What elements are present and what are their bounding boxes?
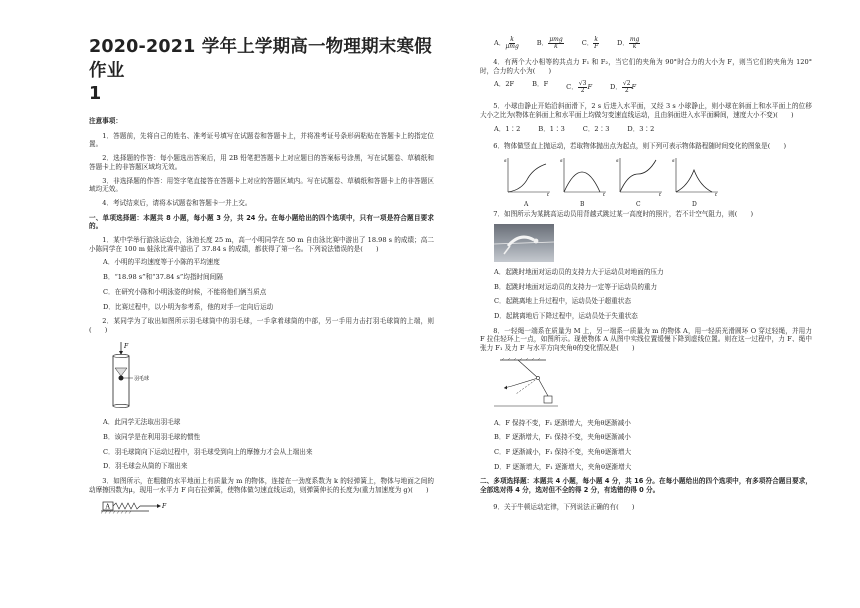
answer-option: A．起跳时地面对运动员的支持力大于运动员对地面的压力 [494,267,664,276]
svg-text:s: s [560,158,563,165]
shuttlecock-label: 羽毛球 [134,375,150,382]
answer-option: C．$\frac{√3}{2}F$ [566,80,593,95]
right-column [480,22,812,516]
answer-option: C．$\frac{k}{F}$ [581,36,599,50]
graph-label: D [692,201,697,209]
svg-text:s: s [672,158,675,165]
answer-option: D．$\frac{mg}{k}$ [616,36,640,50]
answer-option: B．起跳时地面对运动员的支持力一定等于运动员的重力 [494,282,658,291]
svg-text:t: t [715,192,718,197]
answer-option: B．“18.98 s”和“37.84 s”均指时间间隔 [103,273,223,282]
graph-b [560,156,608,209]
answer-option: D．$\frac{√2}{2}F$ [610,80,637,95]
rope-ring-figure [494,358,812,413]
q6-graphs [504,156,812,209]
answer-option: C．2∶3 [582,124,610,133]
question-stem: 9．关于牛顿运动定律，下列说法正确的有( ) [493,502,635,511]
graph-label: C [636,201,641,209]
force-label: F [162,502,167,510]
left-column [89,22,434,522]
answer-option: C．起跳离地上升过程中，运动员处于超重状态 [494,297,631,306]
answer-option: D．3∶2 [627,124,655,133]
high-jump-photo [494,224,554,262]
notice-item: 2．选择题的作答：每小题选出答案后，用 2B 铅笔把答题卡上对应题目的答案标号涂黑，写在试题卷、草稿纸和答题卡上的非答题区域均无效。 [89,154,434,171]
graph-label: A [524,201,529,209]
answer-option: A．此同学无法取出羽毛球 [103,418,181,427]
svg-text:s: s [616,158,619,165]
q3-options [480,36,812,50]
notice-item: 3．非选择题的作答：用签字笔直接答在答题卡上对应的答题区域内。写在试题卷、草稿纸和答题卡上的非答题区域均无效。 [89,176,434,194]
graph-label: B [580,201,585,209]
block-label: A [105,503,110,511]
notice-heading: 注意事项： [89,117,122,125]
shuttlecock-tube-figure [103,340,434,413]
answer-option: D．F 逐渐增大，F₁ 逐渐增大，夹角θ逐渐增大 [494,462,632,471]
graph-c [616,156,664,209]
page-title-line2: 1 [89,84,102,104]
page-title: 2020-2021 学年上学期高一物理期末寒假作业 [89,37,432,81]
answer-option: B．1∶3 [538,124,565,133]
svg-text:s: s [504,158,507,165]
spring-block-figure [101,500,434,517]
section-heading: 一、单项选择题：本题共 8 小题，每小题 3 分，共 24 分。在每小题给出的四个选项中，只有一项是符合题目要求的。 [89,213,434,231]
notice-item: 4．考试结束后，请将本试题卷和答题卡一并上交。 [102,198,252,207]
answer-option: C．羽毛球筒向下运动过程中，羽毛球受到向上的摩擦力才会从上端出来 [103,447,313,456]
q5-options [480,125,812,134]
answer-option: A．1∶2 [494,124,521,133]
svg-text:t: t [603,192,606,197]
answer-option: D．比赛过程中，以小明为参考系，他的对手一定向后运动 [103,302,274,311]
graph-a [504,156,552,209]
question-stem: 1．某中学举行游泳运动会，泳池长度 25 m，高一小明同学在 50 m 自由泳比赛中游出了 18.98 s 的成绩；高二小陈同学在 100 m 蛙泳比赛中游出了 37.84 s 的成绩，都获得了第一名。下列说法错误的是( ) [89,236,434,253]
svg-text:t: t [659,192,662,197]
question-stem: 7．如图所示为某跳高运动员用背越式跳过某一高度时的照片，若不计空气阻力，则( ) [493,210,754,219]
answer-option: B．$\frac{\text{μmg}}{k}$ [536,36,563,50]
question-stem: 2．某同学为了取出如图所示羽毛球筒中的羽毛球，一手拿着球筒的中部，另一手用力击打羽毛球筒的上端，则( ) [89,317,434,334]
graph-d [672,156,720,209]
svg-text:t: t [547,192,550,197]
notice-item: 1．答题前，先将自己的姓名、准考证号填写在试题卷和答题卡上，并将准考证号条形码粘贴在答题卡上的指定位置。 [89,131,434,149]
q4-options [480,80,812,94]
question-stem: 5．小球由静止开始沿斜面滑下，2 s 后进入水平面，又经 3 s 小球静止，则小球在斜面上和水平面上的位移大小之比为(物体在斜面上和水平面上均做匀变速直线运动，且由斜面进入水平面瞬间，速度大小不变)( ) [480,102,812,120]
answer-option: A．$\frac{k}{\text{μmg}}$ [494,36,519,50]
answer-option: B．F [532,80,549,89]
section-heading: 二、多项选择题：本题共 4 小题，每小题 4 分，共 16 分。在每小题给出的四个选项中，有多项符合题目要求，全部选对得 4 分，选对但不全的得 2 分，有选错的得 0 分。 [480,477,812,495]
answer-option: D．羽毛球会从筒的下端出来 [103,462,188,471]
question-stem: 4．有两个大小相等的共点力 F₁ 和 F₂，当它们的夹角为 90°时合力的大小为 F，则当它们的夹角为 120°时，合力的大小为( ) [480,58,812,75]
question-stem: 8．一轻绳一端系在质量为 M 上，另一端系一质量为 m 的物体 A，用一轻质光滑圆环 O 穿过轻绳，并用力 F 拉住轻环上一点，如图所示。现使物体 A 从图中实线位置缓慢下降到虚线位置。则在这一过程中，力 F、绳中张力 F₁ 及力 F 与水平方向夹角θ的变化情况是( ) [480,326,812,353]
answer-option: C．在研究小陈和小明泳姿的时候，不能将他们俩当质点 [103,287,267,296]
answer-option: B．F 逐渐增大，F₁ 保持不变，夹角θ逐渐减小 [494,433,631,442]
answer-option: B．该同学是在利用羽毛球的惯性 [103,433,201,442]
answer-option: D．起跳离地后下降过程中，运动员处于失重状态 [494,312,638,321]
question-stem: 3．如图所示，在粗糙的水平地面上有质量为 m 的物体，连接在一劲度系数为 k 的轻弹簧上，物体与地面之间的动摩擦因数为μ，现用一水平力 F 向右拉弹簧，使物体做匀速直线运动，则弹簧伸长的长度为(重力加速度为 g)( ) [89,477,434,494]
answer-option: A．小明的平均速度等于小陈的平均速度 [103,258,220,267]
force-label: F [124,342,129,350]
question-stem: 6．物体做竖直上抛运动，若取物体抛出点为起点，则下列可表示物体路程随时间变化的图象是( ) [493,141,787,150]
answer-option: A．2F [494,80,515,89]
answer-option: A．F 保持不变，F₁ 逐渐增大，夹角θ逐渐减小 [494,418,631,427]
answer-option: C．F 逐渐减小，F₁ 保持不变，夹角θ逐渐增大 [494,447,632,456]
